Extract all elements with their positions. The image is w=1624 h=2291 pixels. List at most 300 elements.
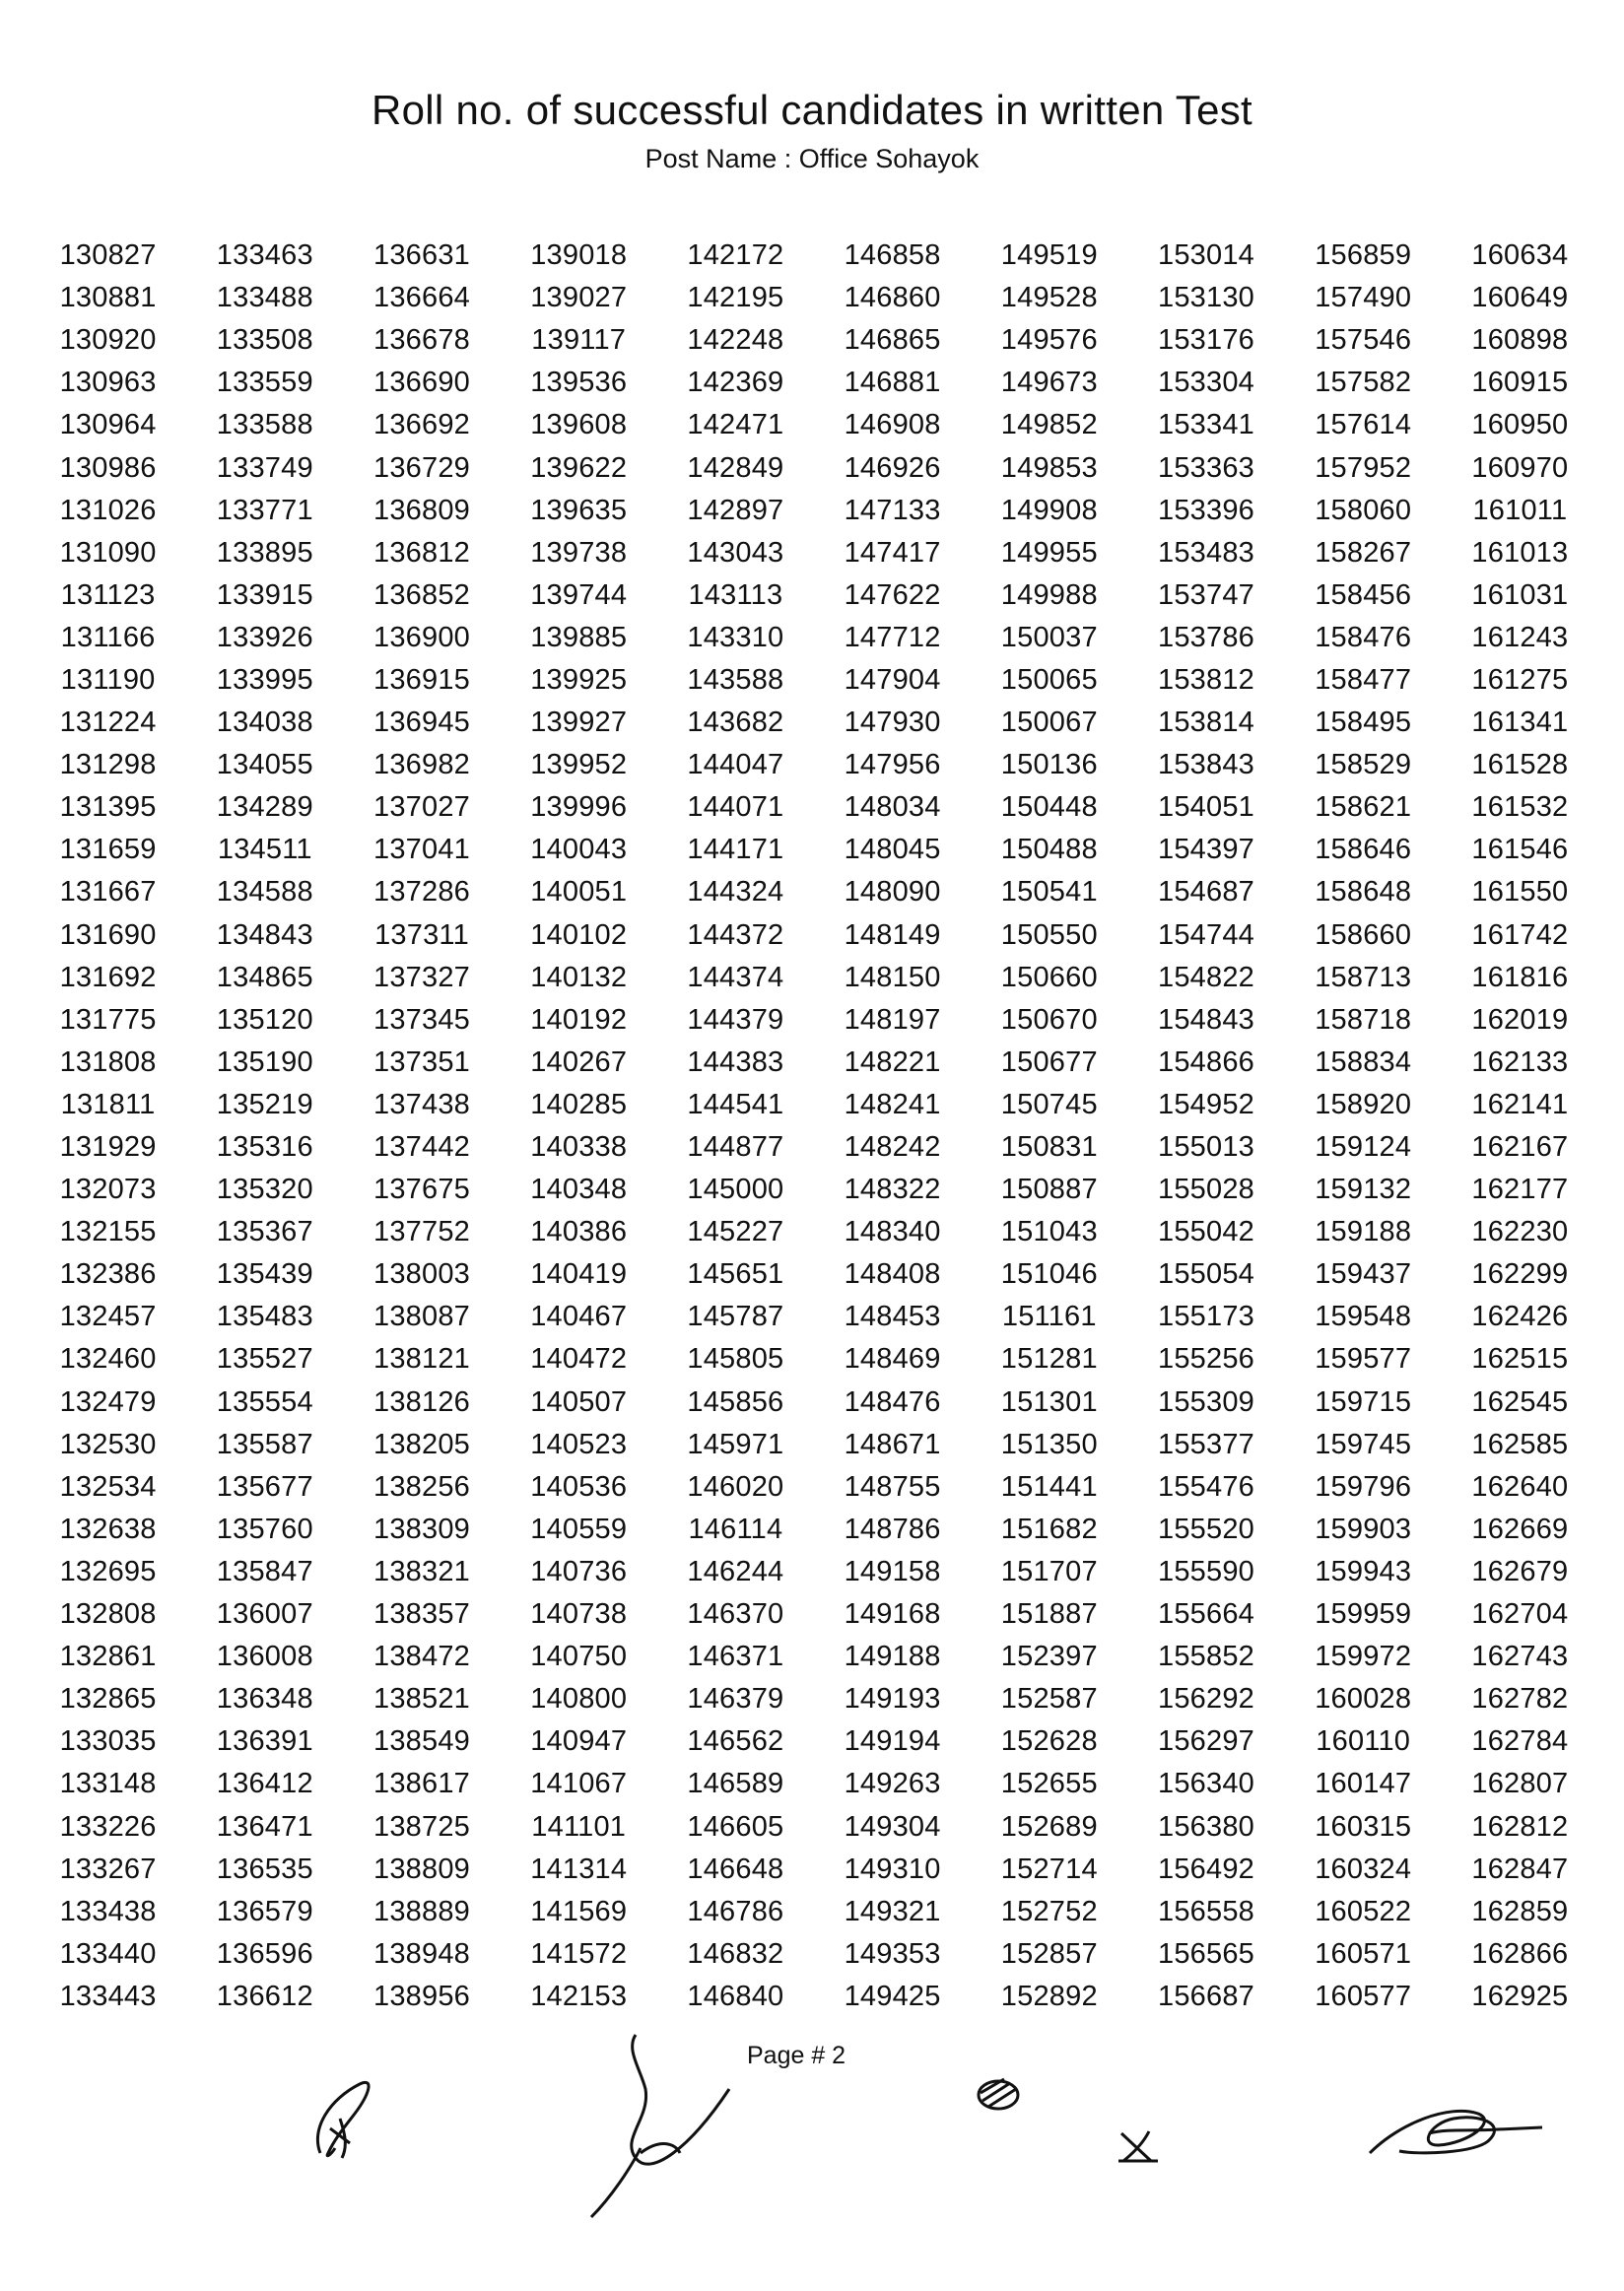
roll-number-cell: 155852 <box>1158 1641 1254 1673</box>
roll-number-cell: 136809 <box>373 494 470 526</box>
roll-number-cell: 162669 <box>1471 1513 1569 1545</box>
roll-number-cell: 153176 <box>1158 324 1254 357</box>
roll-number-cell: 135320 <box>216 1174 313 1206</box>
roll-number-cell: 140467 <box>530 1301 628 1333</box>
roll-number-cell: 133440 <box>59 1937 157 1970</box>
roll-number-cell: 162141 <box>1471 1088 1569 1120</box>
roll-number-cell: 139622 <box>530 451 628 484</box>
table-row <box>30 1424 1598 1466</box>
roll-number-cell: 136664 <box>373 282 470 314</box>
roll-number-cell: 132861 <box>59 1641 157 1673</box>
roll-number-cell: 137311 <box>374 918 469 951</box>
roll-number-cell: 152689 <box>1000 1810 1098 1843</box>
roll-number-cell: 162515 <box>1471 1343 1569 1376</box>
roll-number-cell: 158060 <box>1315 494 1412 526</box>
roll-number-cell: 148322 <box>844 1174 941 1206</box>
roll-number-cell: 130920 <box>59 324 157 357</box>
roll-number-cell: 147417 <box>844 536 941 569</box>
table-row <box>30 1636 1598 1678</box>
roll-number-cell: 162807 <box>1471 1768 1569 1800</box>
roll-number-cell: 150065 <box>1000 663 1098 696</box>
roll-number-cell: 161816 <box>1471 961 1569 993</box>
roll-number-cell: 148242 <box>844 1131 941 1164</box>
roll-number-cell: 138956 <box>373 1980 470 2012</box>
roll-number-cell: 138126 <box>373 1385 470 1418</box>
roll-number-cell: 133463 <box>216 239 313 272</box>
roll-number-cell: 133267 <box>59 1853 157 1885</box>
roll-number-cell: 161011 <box>1472 494 1568 526</box>
roll-number-cell: 161013 <box>1471 536 1569 569</box>
roll-number-cell: 162859 <box>1471 1895 1569 1927</box>
roll-number-cell: 133995 <box>216 663 313 696</box>
roll-number-cell: 140736 <box>530 1555 628 1587</box>
roll-number-cell: 133488 <box>216 282 313 314</box>
roll-number-cell: 139018 <box>530 239 628 272</box>
roll-number-cell: 140285 <box>530 1088 628 1120</box>
roll-number-cell: 134055 <box>216 749 313 781</box>
table-row <box>30 786 1598 829</box>
roll-number-cell: 148786 <box>844 1513 941 1545</box>
table-row <box>30 1720 1598 1763</box>
roll-number-cell: 133559 <box>216 367 313 399</box>
roll-number-cell: 159972 <box>1315 1641 1412 1673</box>
roll-number-cell: 150831 <box>1000 1131 1098 1164</box>
roll-number-cell: 133035 <box>59 1725 157 1758</box>
roll-number-cell: 161528 <box>1471 749 1569 781</box>
roll-number-cell: 146860 <box>844 282 941 314</box>
roll-number-cell: 149853 <box>1000 451 1098 484</box>
roll-number-cell: 141572 <box>530 1937 628 1970</box>
roll-number-cell: 148476 <box>844 1385 941 1418</box>
roll-number-cell: 158495 <box>1315 707 1412 739</box>
roll-number-cell: 147712 <box>844 621 941 653</box>
roll-number-cell: 136612 <box>216 1980 313 2012</box>
roll-number-cell: 146020 <box>687 1470 784 1503</box>
roll-number-cell: 133148 <box>59 1768 157 1800</box>
roll-number-cell: 136007 <box>216 1598 313 1631</box>
table-row <box>30 1338 1598 1381</box>
roll-number-cell: 153814 <box>1158 707 1254 739</box>
roll-number-cell: 156297 <box>1158 1725 1254 1758</box>
roll-number-cell: 159437 <box>1315 1258 1412 1291</box>
roll-number-cell: 137438 <box>373 1088 470 1120</box>
roll-number-cell: 137675 <box>373 1174 470 1206</box>
roll-number-cell: 162784 <box>1471 1725 1569 1758</box>
roll-number-cell: 138521 <box>373 1683 470 1716</box>
roll-number-cell: 162299 <box>1471 1258 1569 1291</box>
roll-number-cell: 139927 <box>530 707 628 739</box>
roll-number-cell: 140472 <box>530 1343 628 1376</box>
roll-number-cell: 145651 <box>687 1258 784 1291</box>
roll-number-cell: 140386 <box>530 1216 628 1248</box>
roll-number-cell: 160577 <box>1315 1980 1412 2012</box>
roll-number-cell: 150136 <box>1000 749 1098 781</box>
table-row <box>30 999 1598 1042</box>
roll-number-cell: 140132 <box>530 961 628 993</box>
roll-number-cell: 131775 <box>59 1003 157 1036</box>
roll-number-cell: 150677 <box>1000 1045 1098 1078</box>
table-row <box>30 1805 1598 1848</box>
roll-number-cell: 159943 <box>1315 1555 1412 1587</box>
roll-number-cell: 149988 <box>1000 578 1098 611</box>
roll-number-cell: 131298 <box>59 749 157 781</box>
roll-number-cell: 150488 <box>1000 834 1098 866</box>
roll-number-cell: 146379 <box>687 1683 784 1716</box>
roll-number-cell: 158834 <box>1315 1045 1412 1078</box>
roll-number-cell: 135554 <box>216 1385 313 1418</box>
roll-number-cell: 157546 <box>1315 324 1412 357</box>
roll-number-cell: 160571 <box>1315 1937 1412 1970</box>
roll-number-cell: 135587 <box>216 1428 313 1460</box>
roll-number-cell: 150541 <box>1000 876 1098 909</box>
roll-number-cell: 131395 <box>59 791 157 824</box>
roll-number-cell: 157952 <box>1315 451 1412 484</box>
roll-number-cell: 146840 <box>687 1980 784 2012</box>
roll-number-cell: 131692 <box>59 961 157 993</box>
signature-4 <box>1114 2123 1163 2168</box>
roll-number-cell: 157582 <box>1315 367 1412 399</box>
roll-number-cell: 153483 <box>1158 536 1254 569</box>
roll-number-cell: 149321 <box>844 1895 941 1927</box>
roll-number-cell: 149353 <box>844 1937 941 1970</box>
roll-number-cell: 155042 <box>1158 1216 1254 1248</box>
roll-number-cell: 162866 <box>1471 1937 1569 1970</box>
roll-number-cell: 158646 <box>1315 834 1412 866</box>
roll-number-cell: 131808 <box>59 1045 157 1078</box>
roll-number-cell: 141314 <box>530 1853 628 1885</box>
roll-number-cell: 158476 <box>1315 621 1412 653</box>
roll-number-cell: 137286 <box>373 876 470 909</box>
roll-number-cell: 136945 <box>373 707 470 739</box>
roll-number-cell: 133926 <box>216 621 313 653</box>
roll-number-cell: 145787 <box>687 1301 784 1333</box>
roll-number-cell: 132808 <box>59 1598 157 1631</box>
roll-number-cell: 135120 <box>216 1003 313 1036</box>
table-row <box>30 1381 1598 1424</box>
roll-number-cell: 158456 <box>1315 578 1412 611</box>
roll-number-cell: 141067 <box>530 1768 628 1800</box>
roll-number-cell: 140338 <box>530 1131 628 1164</box>
roll-number-cell: 136852 <box>373 578 470 611</box>
roll-number-cell: 140750 <box>530 1641 628 1673</box>
roll-number-cell: 153812 <box>1158 663 1254 696</box>
roll-number-cell: 140102 <box>530 918 628 951</box>
roll-number-cell: 131224 <box>59 707 157 739</box>
roll-number-cell: 156380 <box>1158 1810 1254 1843</box>
roll-number-cell: 131190 <box>60 663 156 696</box>
roll-number-cell: 162743 <box>1471 1641 1569 1673</box>
roll-number-cell: 152587 <box>1000 1683 1098 1716</box>
roll-number-cell: 154866 <box>1158 1045 1254 1078</box>
signature-2 <box>581 2030 739 2227</box>
roll-number-cell: 133749 <box>216 451 313 484</box>
roll-number-cell: 142153 <box>530 1980 628 2012</box>
roll-number-cell: 155309 <box>1158 1385 1254 1418</box>
roll-number-cell: 138549 <box>373 1725 470 1758</box>
roll-number-cell: 133438 <box>59 1895 157 1927</box>
roll-number-cell: 140267 <box>530 1045 628 1078</box>
roll-number-cell: 162426 <box>1471 1301 1569 1333</box>
roll-number-cell: 148034 <box>844 791 941 824</box>
roll-number-cell: 142897 <box>687 494 784 526</box>
roll-number-cell: 140051 <box>530 876 628 909</box>
roll-number-cell: 146881 <box>844 367 941 399</box>
table-row <box>30 1084 1598 1126</box>
roll-number-cell: 155377 <box>1158 1428 1254 1460</box>
roll-number-cell: 156859 <box>1315 239 1412 272</box>
roll-number-cell: 138205 <box>373 1428 470 1460</box>
roll-number-cell: 144324 <box>687 876 784 909</box>
roll-number-cell: 153363 <box>1158 451 1254 484</box>
roll-number-cell: 148453 <box>844 1301 941 1333</box>
signature-5 <box>1360 2084 1547 2173</box>
roll-number-cell: 134038 <box>216 707 313 739</box>
roll-number-cell: 158621 <box>1315 791 1412 824</box>
roll-number-cell: 132695 <box>59 1555 157 1587</box>
roll-number-cell: 135677 <box>216 1470 313 1503</box>
roll-number-cell: 155173 <box>1158 1301 1254 1333</box>
roll-number-cell: 135483 <box>216 1301 313 1333</box>
roll-number-cell: 153396 <box>1158 494 1254 526</box>
roll-number-cell: 140800 <box>530 1683 628 1716</box>
roll-number-cell: 161546 <box>1471 834 1569 866</box>
roll-number-cell: 135527 <box>216 1343 313 1376</box>
roll-number-cell: 146858 <box>844 239 941 272</box>
table-row <box>30 1509 1598 1551</box>
table-row <box>30 1169 1598 1211</box>
roll-number-cell: 151161 <box>1001 1301 1097 1333</box>
roll-number-cell: 133226 <box>59 1810 157 1843</box>
roll-number-cell: 142471 <box>687 409 784 441</box>
roll-number-cell: 153130 <box>1158 282 1254 314</box>
roll-number-cell: 136915 <box>373 663 470 696</box>
roll-number-cell: 146370 <box>687 1598 784 1631</box>
roll-number-cell: 149852 <box>1000 409 1098 441</box>
roll-number-cell: 137041 <box>373 834 470 866</box>
roll-number-cell: 162782 <box>1471 1683 1569 1716</box>
roll-number-cell: 146605 <box>687 1810 784 1843</box>
roll-number-cell: 162925 <box>1471 1980 1569 2012</box>
roll-number-cell: 135760 <box>216 1513 313 1545</box>
roll-number-cell: 136471 <box>216 1810 313 1843</box>
roll-number-cell: 139738 <box>530 536 628 569</box>
table-row <box>30 1891 1598 1933</box>
roll-number-cell: 138087 <box>373 1301 470 1333</box>
roll-number-cell: 146562 <box>687 1725 784 1758</box>
roll-number-cell: 130964 <box>59 409 157 441</box>
roll-number-cell: 153014 <box>1158 239 1254 272</box>
roll-number-cell: 162585 <box>1471 1428 1569 1460</box>
roll-number-cell: 136678 <box>373 324 470 357</box>
roll-number-cell: 154051 <box>1158 791 1254 824</box>
table-row <box>30 1211 1598 1253</box>
table-row <box>30 1849 1598 1891</box>
roll-number-cell: 158920 <box>1315 1088 1412 1120</box>
roll-number-cell: 151046 <box>1000 1258 1098 1291</box>
roll-number-cell: 134511 <box>217 834 312 866</box>
roll-number-cell: 152714 <box>1000 1853 1098 1885</box>
roll-number-cell: 148045 <box>844 834 941 866</box>
roll-number-cell: 149955 <box>1000 536 1098 569</box>
roll-number-cell: 131690 <box>59 918 157 951</box>
roll-number-cell: 136391 <box>216 1725 313 1758</box>
roll-number-cell: 145805 <box>687 1343 784 1376</box>
roll-number-cell: 132638 <box>59 1513 157 1545</box>
roll-number-cell: 140947 <box>530 1725 628 1758</box>
roll-number-cell: 149193 <box>844 1683 941 1716</box>
roll-number-cell: 150660 <box>1000 961 1098 993</box>
roll-number-cell: 131667 <box>59 876 157 909</box>
roll-number-cell: 138472 <box>373 1641 470 1673</box>
roll-number-cell: 162230 <box>1471 1216 1569 1248</box>
table-row <box>30 1763 1598 1805</box>
roll-number-cell: 144372 <box>687 918 784 951</box>
roll-number-cell: 162704 <box>1471 1598 1569 1631</box>
roll-number-cell: 139536 <box>530 367 628 399</box>
roll-number-cell: 162177 <box>1471 1174 1569 1206</box>
roll-number-cell: 137351 <box>373 1045 470 1078</box>
roll-number-cell: 130881 <box>59 282 157 314</box>
roll-number-cell: 144877 <box>687 1131 784 1164</box>
table-row <box>30 277 1598 319</box>
roll-number-cell: 143043 <box>687 536 784 569</box>
post-name-subtitle: Post Name : Office Sohayok <box>644 144 980 173</box>
roll-number-cell: 136729 <box>373 451 470 484</box>
roll-number-cell: 136982 <box>373 749 470 781</box>
roll-number-cell: 132530 <box>59 1428 157 1460</box>
roll-number-cell: 131123 <box>60 578 156 611</box>
roll-number-cell: 152892 <box>1000 1980 1098 2012</box>
roll-number-cell: 158529 <box>1315 749 1412 781</box>
roll-number-cell: 150067 <box>1000 707 1098 739</box>
roll-number-cell: 154843 <box>1158 1003 1254 1036</box>
roll-number-cell: 141569 <box>530 1895 628 1927</box>
roll-number-cell: 148221 <box>844 1045 941 1078</box>
roll-number-cell: 151707 <box>1000 1555 1098 1587</box>
roll-number-cell: 138121 <box>373 1343 470 1376</box>
roll-number-cell: 134865 <box>216 961 313 993</box>
roll-number-cell: 142172 <box>687 239 784 272</box>
page-title: Roll no. of successful candidates in written Test <box>371 87 1253 133</box>
roll-number-cell: 143310 <box>687 621 784 653</box>
roll-number-cell: 140523 <box>530 1428 628 1460</box>
roll-number-cell: 144374 <box>687 961 784 993</box>
roll-number-cell: 147956 <box>844 749 941 781</box>
roll-number-cell: 157490 <box>1315 282 1412 314</box>
roll-number-cell: 152397 <box>1000 1641 1098 1673</box>
roll-number-cell: 147133 <box>844 494 941 526</box>
roll-number-cell: 148241 <box>844 1088 941 1120</box>
roll-number-cell: 146786 <box>687 1895 784 1927</box>
roll-number-cell: 136631 <box>373 239 470 272</box>
roll-number-cell: 139027 <box>530 282 628 314</box>
roll-number-cell: 151301 <box>1000 1385 1098 1418</box>
roll-number-cell: 160634 <box>1471 239 1569 272</box>
table-row <box>30 744 1598 786</box>
roll-number-cell: 155520 <box>1158 1513 1254 1545</box>
roll-number-cell: 159548 <box>1315 1301 1412 1333</box>
table-row <box>30 362 1598 404</box>
roll-number-cell: 136535 <box>216 1853 313 1885</box>
table-row <box>30 1678 1598 1720</box>
roll-number-cell: 155590 <box>1158 1555 1254 1587</box>
roll-number-cell: 160315 <box>1315 1810 1412 1843</box>
roll-number-cell: 155256 <box>1158 1343 1254 1376</box>
roll-number-cell: 156558 <box>1158 1895 1254 1927</box>
roll-number-cell: 162133 <box>1471 1045 1569 1078</box>
roll-number-cell: 148408 <box>844 1258 941 1291</box>
roll-number-cell: 155028 <box>1158 1174 1254 1206</box>
roll-number-cell: 152655 <box>1000 1768 1098 1800</box>
roll-number-cell: 139925 <box>530 663 628 696</box>
roll-number-cell: 160522 <box>1315 1895 1412 1927</box>
roll-number-cell: 139635 <box>530 494 628 526</box>
table-row <box>30 702 1598 744</box>
roll-number-cell: 148340 <box>844 1216 941 1248</box>
roll-number-cell: 146926 <box>844 451 941 484</box>
roll-number-cell: 140559 <box>530 1513 628 1545</box>
roll-number-cell: 162545 <box>1471 1385 1569 1418</box>
roll-number-cell: 131659 <box>59 834 157 866</box>
roll-number-cell: 151043 <box>1000 1216 1098 1248</box>
roll-number-cell: 160915 <box>1471 367 1569 399</box>
roll-number-cell: 152752 <box>1000 1895 1098 1927</box>
table-row <box>30 914 1598 957</box>
roll-number-cell: 162812 <box>1471 1810 1569 1843</box>
roll-number-cell: 149908 <box>1000 494 1098 526</box>
table-row <box>30 1593 1598 1636</box>
roll-number-cell: 159132 <box>1315 1174 1412 1206</box>
table-row <box>30 319 1598 362</box>
roll-number-cell: 130963 <box>59 367 157 399</box>
roll-number-cell: 157614 <box>1315 409 1412 441</box>
roll-number-cell: 144071 <box>687 791 784 824</box>
table-row <box>30 446 1598 489</box>
roll-number-cell: 159715 <box>1315 1385 1412 1418</box>
roll-number-cell: 134843 <box>216 918 313 951</box>
roll-number-cell: 146648 <box>687 1853 784 1885</box>
roll-number-cell: 148755 <box>844 1470 941 1503</box>
roll-number-cell: 149425 <box>844 1980 941 2012</box>
roll-number-cell: 139608 <box>530 409 628 441</box>
roll-number-cell: 155476 <box>1158 1470 1254 1503</box>
roll-number-cell: 135847 <box>216 1555 313 1587</box>
roll-number-cell: 150448 <box>1000 791 1098 824</box>
table-row <box>30 1253 1598 1296</box>
roll-number-cell: 139952 <box>530 749 628 781</box>
roll-number-cell: 159959 <box>1315 1598 1412 1631</box>
roll-number-cell: 158713 <box>1315 961 1412 993</box>
roll-number-cell: 155013 <box>1158 1131 1254 1164</box>
roll-number-cell: 138948 <box>373 1937 470 1970</box>
roll-number-cell: 158660 <box>1315 918 1412 951</box>
roll-number-cell: 151682 <box>1000 1513 1098 1545</box>
roll-number-cell: 132460 <box>59 1343 157 1376</box>
roll-number-cell: 136692 <box>373 409 470 441</box>
roll-number-cell: 146589 <box>687 1768 784 1800</box>
roll-number-cell: 159745 <box>1315 1428 1412 1460</box>
roll-number-cell: 153341 <box>1158 409 1254 441</box>
roll-number-cell: 153843 <box>1158 749 1254 781</box>
roll-number-cell: 156687 <box>1158 1980 1254 2012</box>
roll-number-cell: 138321 <box>373 1555 470 1587</box>
table-row <box>30 1126 1598 1169</box>
roll-number-cell: 151441 <box>1000 1470 1098 1503</box>
roll-number-cell: 159903 <box>1315 1513 1412 1545</box>
table-row <box>30 1042 1598 1084</box>
roll-number-cell: 153786 <box>1158 621 1254 653</box>
roll-number-cell: 156565 <box>1158 1937 1254 1970</box>
